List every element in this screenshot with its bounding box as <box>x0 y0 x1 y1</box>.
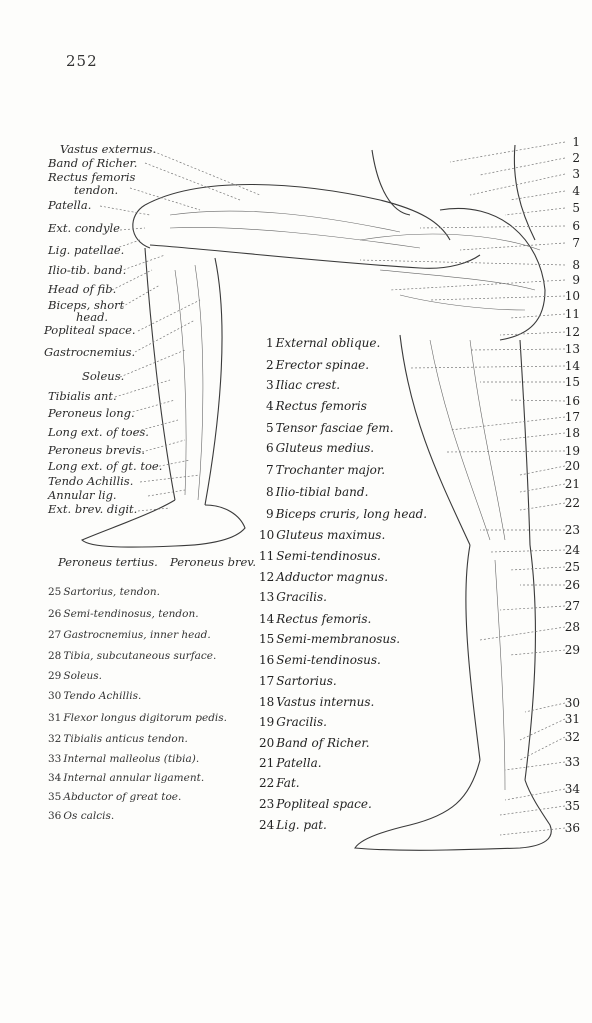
ref-number: 6 <box>572 219 580 233</box>
ref-number: 27 <box>564 599 580 613</box>
label-tendo-achillis: Tendo Achillis. <box>48 474 134 488</box>
label-band-of-richer: Band of Richer. <box>48 156 138 170</box>
ref-number: 35 <box>564 799 580 813</box>
key-item: 23 Popliteal space. <box>259 797 372 811</box>
ref-number: 5 <box>572 201 580 215</box>
key-item: 25 Sartorius, tendon. <box>48 586 160 598</box>
ref-number: 9 <box>572 273 580 287</box>
label-rectus-femoris-tendon: tendon. <box>74 183 119 197</box>
key-item: 1 External oblique. <box>266 336 381 350</box>
ref-number: 26 <box>564 578 580 592</box>
key-item: 14 Rectus femoris. <box>259 612 372 626</box>
key-item: 3 Iliac crest. <box>266 378 341 392</box>
key-item: 19 Gracilis. <box>259 715 327 729</box>
ref-number: 23 <box>564 523 580 537</box>
key-item: 29 Soleus. <box>48 670 102 682</box>
key-item: 6 Gluteus medius. <box>266 441 375 455</box>
label-peroneus-brevis: Peroneus brevis. <box>48 443 146 457</box>
ref-number: 18 <box>564 426 580 440</box>
ref-number: 1 <box>572 135 580 149</box>
ref-number: 29 <box>564 643 580 657</box>
label-head-of-fib: Head of fib. <box>48 282 117 296</box>
ref-number: 10 <box>564 289 580 303</box>
key-item: 5 Tensor fasciae fem. <box>266 421 394 435</box>
page-number: 252 <box>66 52 98 70</box>
ref-number: 24 <box>564 543 580 557</box>
key-item: 15 Semi-membranosus. <box>259 632 401 646</box>
ref-number: 14 <box>564 359 580 373</box>
label-lig-patellae: Lig. patellae. <box>48 243 125 257</box>
key-item: 35 Abductor of great toe. <box>48 791 182 803</box>
key-item: 26 Semi-tendinosus, tendon. <box>48 608 199 620</box>
key-item: 11 Semi-tendinosus. <box>259 549 381 563</box>
ref-number: 4 <box>572 184 580 198</box>
label-vastus-externus: Vastus externus. <box>60 142 157 156</box>
ref-number: 7 <box>572 236 580 250</box>
key-item: 28 Tibia, subcutaneous surface. <box>48 650 217 662</box>
ref-number: 19 <box>564 444 580 458</box>
key-item: 18 Vastus internus. <box>259 695 375 709</box>
ref-number: 32 <box>564 730 580 744</box>
label-popliteal-space: Popliteal space. <box>44 323 136 337</box>
key-item: 13 Gracilis. <box>259 590 327 604</box>
ref-number: 25 <box>564 560 580 574</box>
ref-number: 33 <box>564 755 580 769</box>
key-item: 31 Flexor longus digitorum pedis. <box>48 712 228 724</box>
ref-number: 15 <box>564 375 580 389</box>
key-item: 27 Gastrocnemius, inner head. <box>48 629 211 641</box>
ref-number: 11 <box>564 307 580 321</box>
label-peroneus-brev: Peroneus brev. <box>170 555 257 569</box>
ref-number: 13 <box>564 342 580 356</box>
ref-number: 16 <box>564 394 580 408</box>
label-annular-lig: Annular lig. <box>48 488 117 502</box>
key-item: 24 Lig. pat. <box>259 818 327 832</box>
ref-number: 28 <box>564 620 580 634</box>
label-ext-brev-digit: Ext. brev. digit. <box>48 502 138 516</box>
ref-number: 20 <box>564 459 580 473</box>
key-item: 33 Internal malleolus (tibia). <box>48 753 200 765</box>
key-item: 20 Band of Richer. <box>259 736 370 750</box>
key-item: 16 Semi-tendinosus. <box>259 653 381 667</box>
key-item: 8 Ilio-tibial band. <box>266 485 369 499</box>
ref-number: 12 <box>564 325 580 339</box>
key-item: 30 Tendo Achillis. <box>48 690 142 702</box>
ref-number: 17 <box>564 410 580 424</box>
key-item: 32 Tibialis anticus tendon. <box>48 733 188 745</box>
label-peroneus-tertius: Peroneus tertius. <box>58 555 158 569</box>
key-item: 36 Os calcis. <box>48 810 115 822</box>
ref-number: 30 <box>564 696 580 710</box>
ref-number: 22 <box>564 496 580 510</box>
key-item: 22 Fat. <box>259 776 300 790</box>
ref-number: 8 <box>572 258 580 272</box>
ref-number: 31 <box>564 712 580 726</box>
ref-number: 34 <box>564 782 580 796</box>
label-gastrocnemius: Gastrocnemius. <box>44 345 136 359</box>
label-patella: Patella. <box>48 198 92 212</box>
key-item: 12 Adductor magnus. <box>259 570 389 584</box>
ref-number: 21 <box>564 477 580 491</box>
label-soleus: Soleus. <box>82 369 125 383</box>
key-item: 21 Patella. <box>259 756 322 770</box>
label-rectus-femoris: Rectus femoris <box>48 170 136 184</box>
key-item: 10 Gluteus maximus. <box>259 528 386 542</box>
key-item: 4 Rectus femoris <box>266 399 367 413</box>
key-item: 34 Internal annular ligament. <box>48 772 205 784</box>
label-long-ext-of-toes: Long ext. of toes. <box>48 425 149 439</box>
ref-number: 3 <box>572 167 580 181</box>
key-item: 9 Biceps cruris, long head. <box>266 507 428 521</box>
ref-number: 2 <box>572 151 580 165</box>
label-tibialis-ant: Tibialis ant. <box>48 389 117 403</box>
label-biceps-short-head: head. <box>76 310 109 324</box>
label-ext-condyle: Ext. condyle <box>48 221 120 235</box>
key-item: 17 Sartorius. <box>259 674 337 688</box>
key-item: 2 Erector spinae. <box>266 358 370 372</box>
label-peroneus-long: Peroneus long. <box>48 406 135 420</box>
ref-number: 36 <box>564 821 580 835</box>
key-item: 7 Trochanter major. <box>266 463 386 477</box>
label-biceps-short: Biceps, short <box>48 298 125 312</box>
label-ilio-tib-band: Ilio-tib. band. <box>48 263 127 277</box>
label-long-ext-gt-toe: Long ext. of gt. toe. <box>48 459 163 473</box>
